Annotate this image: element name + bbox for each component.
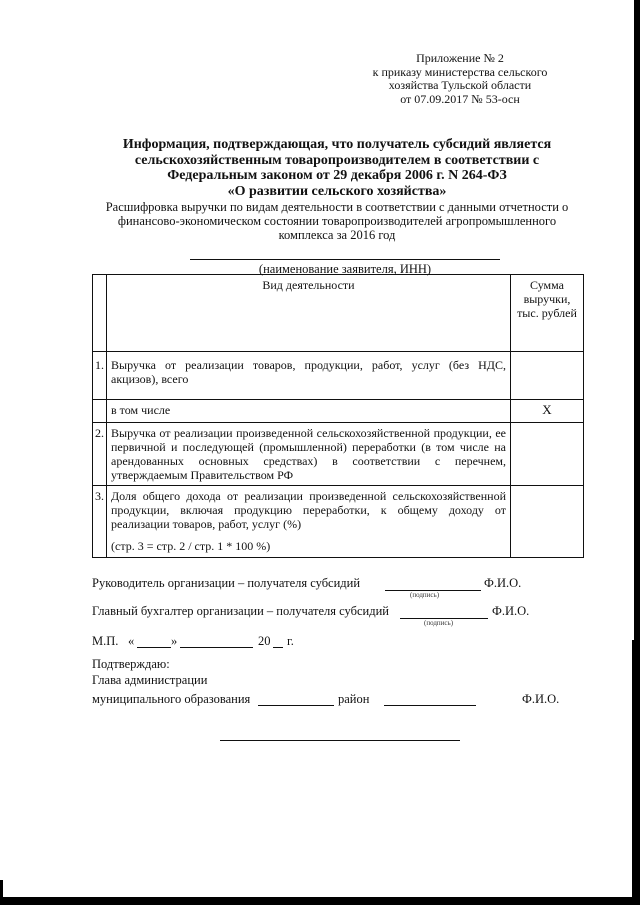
row-number: 1. [93,352,107,400]
appendix-line-3: хозяйства Тульской области [388,78,532,92]
row-number: 2. [93,423,107,486]
scan-edge-right-inner [632,640,634,905]
row-text: Выручка от реализации произведенной сельскохозяйственной продукции, ее первичной и последующей (промышленной) переработки (в том числе на арендованных основных средствах) в соответствии с перечнем, утверждаемым Правительством РФ [107,423,511,486]
confirm-label: Подтверждаю: [92,657,170,671]
municipal-name-line[interactable] [258,705,334,706]
table-row [93,352,584,400]
subtitle-line-3: комплекса за 2016 год [278,228,396,242]
header-num-cell [93,275,107,352]
appendix-line-1: Приложение № 2 [416,51,504,65]
year-line[interactable] [273,647,283,648]
municipal-label: муниципального образования [92,692,251,706]
head-signature-caption: (подпись) [410,591,440,599]
head-fio: Ф.И.О. [484,576,522,590]
district-label: район [338,692,370,706]
stamp-label: М.П. [92,634,119,648]
header-activity: Вид деятельности [107,275,511,352]
accountant-signature-caption: (подпись) [424,619,454,627]
table-header-row [93,275,584,352]
row-sum-cell[interactable] [511,423,584,486]
scan-edge-bottom [0,897,640,905]
title-line-2: сельскохозяйственным товаропроизводителем в соответствии с [134,152,540,168]
row-text: в том числе [107,400,511,423]
document-title [92,137,582,199]
chief-fio: Ф.И.О. [522,692,560,706]
table-row [93,423,584,486]
table-row [93,486,584,558]
title-line-4: «О развитии сельского хозяйства» [227,183,447,199]
year-prefix: 20 [258,634,271,648]
row-number [93,400,107,423]
row-formula: (стр. 3 = стр. 2 / стр. 1 * 100 %) [111,539,271,553]
scan-edge-left [0,880,3,905]
row-text: Доля общего дохода от реализации произведенной сельскохозяйственной продукции, включая продукцию переработки, к общему доходу от реализации товаров, работ, услуг (%) [111,489,506,531]
chief-label: Глава администрации [92,673,208,687]
document-subtitle [92,200,582,242]
row-sum-cell[interactable] [511,352,584,400]
appendix-header [340,52,580,106]
table-row [93,400,584,423]
appendix-line-4: от 07.09.2017 № 53-осн [400,91,520,106]
row-text: Выручка от реализации товаров, продукции, работ, услуг (без НДС, акцизов), всего [107,352,511,400]
row-text-cell [107,486,511,558]
subtitle-line-2: финансово-экономическом состоянии товаропроизводителей агропромышленного [117,214,557,228]
chief-signature-line[interactable] [384,705,476,706]
row-number: 3. [93,486,107,558]
date-close-quote: » [171,634,178,648]
subtitle-line-1: Расшифровка выручки по видам деятельности в соответствии с данными отчетности о [105,200,569,214]
year-suffix: г. [287,634,294,648]
head-label: Руководитель организации – получателя субсидий [92,576,361,590]
title-line-1: Информация, подтверждающая, что получатель субсидий является [122,137,552,152]
date-day-line[interactable] [137,647,171,648]
date-open-quote: « [128,634,135,648]
applicant-caption: (наименование заявителя, ИНН) [258,262,432,276]
row-sum-cell: X [511,400,584,423]
appendix-line-2: к приказу министерства сельского [372,64,548,79]
row-sum-cell[interactable] [511,486,584,558]
bottom-rule [220,740,460,741]
revenue-table [92,274,584,558]
accountant-fio: Ф.И.О. [492,604,530,618]
date-month-line[interactable] [180,647,253,648]
title-line-3: Федеральным законом от 29 декабря 2006 г. N 264-ФЗ [167,168,507,183]
applicant-field-line[interactable] [190,259,500,260]
accountant-label: Главный бухгалтер организации – получателя субсидий [92,604,389,618]
scan-edge-right [634,0,640,905]
header-sum: Сумма выручки, тыс. рублей [511,275,584,352]
